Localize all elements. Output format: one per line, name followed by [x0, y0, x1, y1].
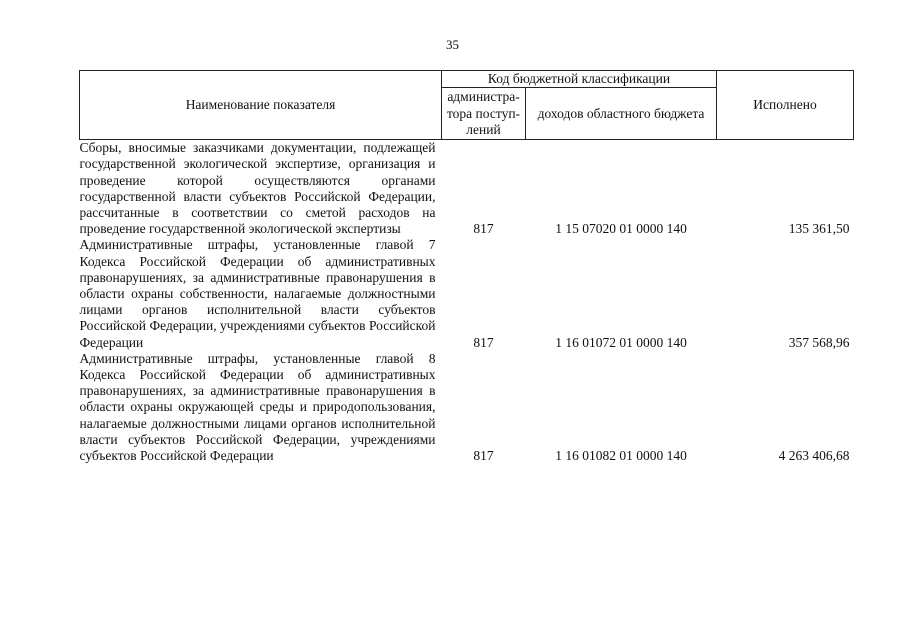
table-header	[80, 71, 854, 140]
header-executed: Исполнено	[717, 71, 854, 140]
header-income-code: доходов областного бюджета	[526, 88, 717, 140]
page-number: 35	[446, 37, 459, 52]
table-row	[80, 140, 854, 238]
table-row	[80, 351, 854, 464]
budget-revenue-table	[79, 70, 854, 464]
row-admin-code: 817	[473, 334, 494, 350]
row-admin-code: 817	[473, 221, 494, 237]
header-budget-classification: Код бюджетной классификации	[442, 71, 717, 88]
row-executed-amount: 135 361,50	[788, 221, 850, 237]
row-admin-code: 817	[473, 448, 494, 464]
row-income-code: 1 15 07020 01 0000 140	[555, 221, 687, 237]
row-indicator-name: Административные штрафы, установленные главой 7 Кодекса Российской Федерации об административных правонарушениях, за административные правонарушения в области охраны собственности, налагаемые должностными лицами органов исполнительной власти субъектов Российской Федерации, учреждениями субъектов Российской Федерации	[79, 237, 436, 350]
header-indicator-name: Наименование показателя	[80, 71, 442, 140]
row-income-code: 1 16 01082 01 0000 140	[555, 448, 687, 464]
row-indicator-name: Сборы, вносимые заказчиками документации, подлежащей государственной экологической экспертизе, организация и проведение которой осуществляются органами государственной власти субъектов Российской Федерации, рассчитанные в соответствии со сметой расходов на проведение государственной экологической экспертизы	[79, 140, 436, 237]
header-admin-code: администра-тора поступ-лений	[442, 88, 526, 140]
row-income-code: 1 16 01072 01 0000 140	[555, 334, 687, 350]
table-body	[80, 140, 854, 465]
row-executed-amount: 4 263 406,68	[778, 448, 850, 464]
row-executed-amount: 357 568,96	[788, 334, 850, 350]
table-row	[80, 237, 854, 350]
row-indicator-name: Административные штрафы, установленные главой 8 Кодекса Российской Федерации об административных правонарушениях, за административные правонарушения в области охраны окружающей среды и природопользования, налагаемые должностными лицами органов исполнительной власти субъектов Российской Федерации, учреждениями субъектов Российской Федерации	[79, 350, 436, 464]
